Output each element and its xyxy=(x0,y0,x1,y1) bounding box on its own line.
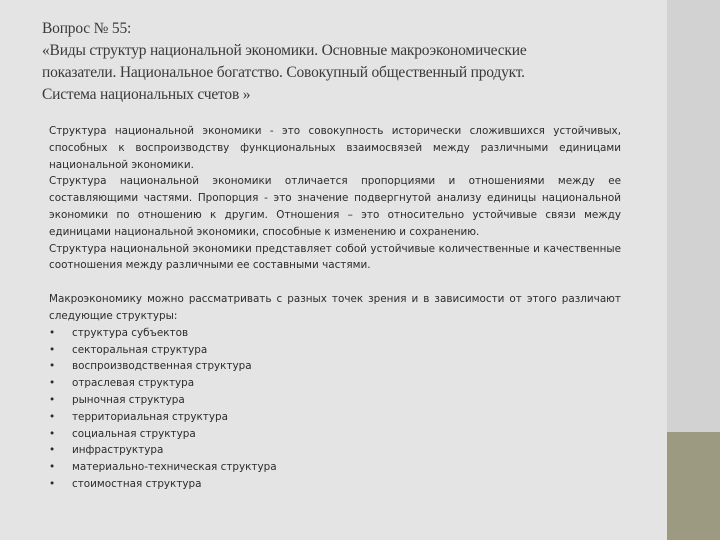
list-item-label: территориальная структура xyxy=(72,410,228,423)
title-line-4: Система национальных счетов » xyxy=(42,86,251,103)
list-item-label: секторальная структура xyxy=(72,343,208,356)
list-item xyxy=(49,409,621,426)
list-item xyxy=(49,392,621,409)
paragraph-intro-list: Макроэкономику можно рассматривать с разных точек зрения и в зависимости от этого различают следующие структуры: xyxy=(49,293,621,322)
list-item-label: отраслевая структура xyxy=(72,377,195,390)
list-item-label: социальная структура xyxy=(72,427,196,440)
bullet-icon: • xyxy=(49,410,56,423)
list-item-label: материально-техническая структура xyxy=(72,461,277,474)
list-item xyxy=(49,342,621,359)
bullet-icon: • xyxy=(49,461,56,474)
list-item-label: стоимостная структура xyxy=(72,477,202,490)
paragraph-definition: Структура национальной экономики - это совокупность исторически сложившихся устойчивых, способных к воспроизводству функциональных взаимосвязей между различными единицами национальной экономики. xyxy=(49,125,621,171)
title-line-3: показатели. Национальное богатство. Совокупный общественный продукт. xyxy=(42,64,525,81)
list-item xyxy=(49,426,621,443)
bullet-icon: • xyxy=(49,326,56,339)
bullet-icon: • xyxy=(49,427,56,440)
list-item-label: инфраструктура xyxy=(72,444,164,457)
bullet-icon: • xyxy=(49,343,56,356)
list-item-label: рыночная структура xyxy=(72,393,185,406)
title-line-2: «Виды структур национальной экономики. Основные макроэкономические xyxy=(42,42,527,59)
list-item xyxy=(49,476,621,493)
list-item xyxy=(49,325,621,342)
side-bar-accent xyxy=(667,432,720,540)
title-line-1: Вопрос № 55: xyxy=(42,20,132,37)
bullet-icon: • xyxy=(49,444,56,457)
list-item-label: воспроизводственная структура xyxy=(72,360,252,373)
list-item xyxy=(49,459,621,476)
list-item-label: структура субъектов xyxy=(72,326,189,339)
bullet-icon: • xyxy=(49,477,56,490)
paragraph-gap xyxy=(49,274,621,291)
paragraph-quantitative: Структура национальной экономики представляет собой устойчивые количественные и качественные соотношения между различными ее составными частями. xyxy=(49,242,621,272)
list-item xyxy=(49,442,621,459)
slide-title xyxy=(42,18,642,106)
paragraph-proportions: Структура национальной экономики отличается пропорциями и отношениями между ее составляющими частями. Пропорция - это значение подвергнутой анализу единицы национальной экономики по отношению к другим. Отношения – это относительно устойчивые связи между единицами национальной экономики, способные к изменению и сохранению. xyxy=(49,175,621,238)
list-item xyxy=(49,375,621,392)
slide-content xyxy=(49,123,621,493)
bullet-icon: • xyxy=(49,360,56,373)
bullet-icon: • xyxy=(49,377,56,390)
structure-list xyxy=(49,325,621,493)
bullet-icon: • xyxy=(49,393,56,406)
list-item xyxy=(49,358,621,375)
